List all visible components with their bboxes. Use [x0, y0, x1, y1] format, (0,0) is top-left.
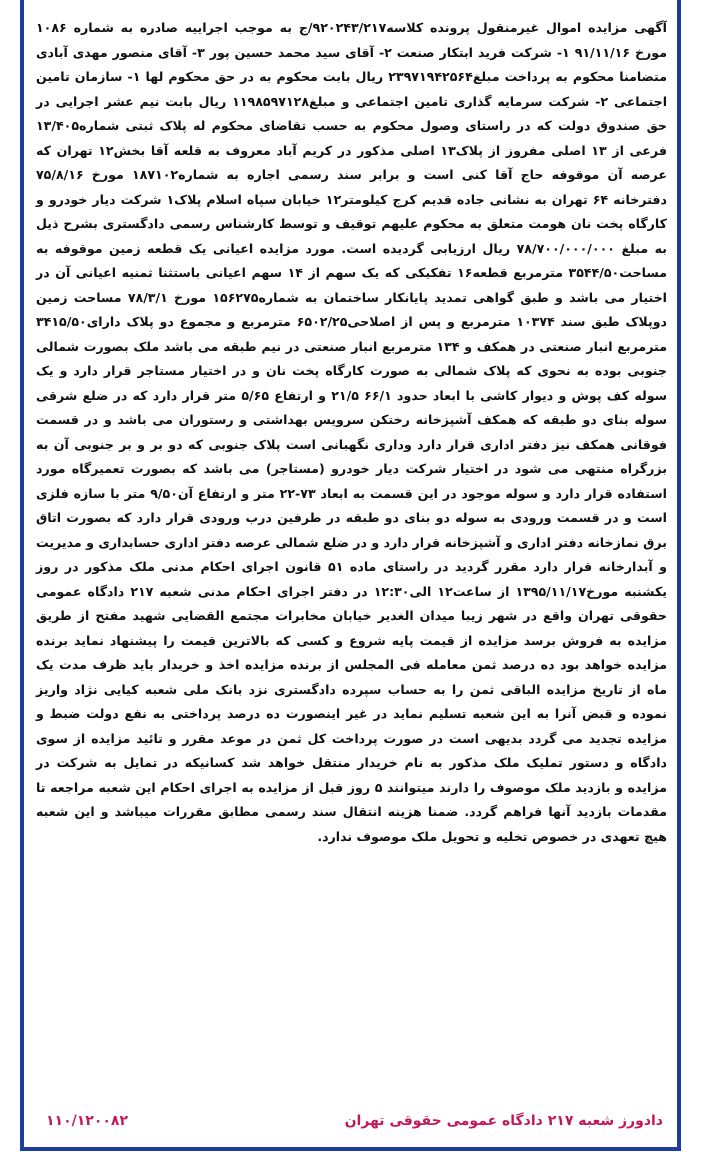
notice-footer [36, 1108, 667, 1134]
issuer-signature: دادورز شعبه ۲۱۷ دادگاه عمومی حقوقی تهران [344, 1113, 663, 1129]
notice-code: ۱۱۰/۱۲۰۰۸۲ [46, 1113, 129, 1129]
notice-body-text: آگهی مزایده اموال غیرمنقول پرونده کلاسه۹۲۰۲۴۳/۲۱۷/ج به موجب اجراییه صادره به شماره ۱۰۸۶ مورخ ۹۱/۱۱/۱۶ ۱- شرکت فرید ابتکار صنعت ۲- آقای سید محمد حسین پور ۳- آقای منصور مهدی آبادی متضامنا محکوم به پرداخت مبلغ۲۳۹۷۱۹۴۲۵۶۴ ریال بابت محکوم به در حق محکوم لها ۱- سازمان تامین اجتماعی ۲- شرکت سرمایه گذاری تامین اجتماعی و مبلغ۱۱۹۸۵۹۷۱۲۸ ریال بابت نیم عشر اجرایی در حق صندوق دولت که در راستای وصول محکوم به حسب تقاضای محکوم له پلاک ثبتی شماره۱۳/۴۰۵ فرعی از ۱۳ اصلی مفروز از پلاک۱۳ اصلی مذکور در کریم آباد معروف به قلعه آقا بخش۱۲ تهران که عرصه آن موقوفه حاج آقا کنی است و برابر سند رسمی اجاره به شماره۱۸۷۱۰۲ مورخ ۷۵/۸/۱۶ دفترخانه ۶۴ تهران به نشانی جاده قدیم کرج کیلومتر۱۲ خیابان سپاه اسلام پلاک۱ شرکت دیار خودرو و کارگاه پخت نان هومت متعلق به محکوم علیهم توقیف و توسط کارشناس رسمی دادگستری بشرح ذیل به مبلغ ۷۸/۷۰۰/۰۰۰/۰۰۰ ریال ارزیابی گردیده است. مورد مزایده اعیانی یک قطعه زمین موقوفه به مساحت۳۵۴۴/۵۰ مترمربع قطعه۱۶ تفکیکی که یک سهم از ۱۴ سهم اعیانی باستثنا ثمنیه اعیانی آن در اختیار می باشد و طبق گواهی تمدید پایانکار ساختمان به شماره۱۵۶۲۷۵ مورخ ۷۸/۳/۱ مساحت زمین دوپلاک طبق سند ۱۰۳۷۴ مترمربع و پس از اصلاحی۶۵۰۲/۲۵ مترمربع و مجموع دو پلاک دارای۳۴۱۵/۵۰ مترمربع انبار صنعتی در همکف و ۱۳۴ مترمربع انبار صنعتی در نیم طبقه می باشد ملک بصورت شمالی جنوبی بوده به نحوی که پلاک شمالی به صورت کارگاه پخت نان و در اختیار مستاجر قرار دارد و یک سوله کف پوش و دیوار کاشی با ابعاد حدود ۶۶/۱ ۲۱/۵ و ارتفاع ۵/۶۵ متر قرار دارد که در ضلع شرقی سوله بنای دو طبقه که همکف آشپزخانه رختکن سرویس بهداشتی و رستوران می باشد و در قسمت فوقانی همکف نیز دفتر اداری قرار دارد وداری نگهبانی است پلاک جنوبی که دو بر و بر جنوبی آن به بزرگراه منتهی می شود در اختیار شرکت دیار خودرو (مستاجر) می باشد که بصورت تعمیرگاه مورد استفاده قرار دارد و سوله موجود در این قسمت به ابعاد ۷۳-۲۲ متر و ارتفاع آن۹/۵۰ متر با سازه فلزی است و در قسمت ورودی به سوله دو بنای دو طبقه در طرفین درب ورودی قرار دارد که بصورت اتاق برق نمازخانه دفتر اداری و آشپزخانه قرار دارد و در ضلع شمالی عرصه دفتر اداری حسابداری و مدیریت و آبدارخانه قرار دارد مقرر گردید در راستای ماده ۵۱ قانون اجرای احکام مدنی ملک مذکور در روز یکشنبه مورخ۱۳۹۵/۱۱/۱۷ از ساعت۱۲ الی۱۲:۳۰ در دفتر اجرای احکام مدنی شعبه ۲۱۷ دادگاه عمومی حقوقی تهران واقع در شهر زیبا میدان الغدیر خیابان مخابرات مجتمع القضایی شهید مفتح از طریق مزایده به فروش برسد مزایده از قیمت پایه شروع و کسی که بالاترین قیمت را پیشنهاد نماید برنده مزایده خواهد بود ده درصد ثمن معامله فی المجلس از برنده مزایده اخذ و خریدار باید ظرف مدت یک ماه از تاریخ مزایده الباقی ثمن را به حساب سپرده دادگستری نزد بانک ملی شعبه کیایی نژاد واریز نموده و قبض آنرا به این شعبه تسلیم نماید در غیر اینصورت ده درصد پرداختی به نفع دولت ضبط و مزایده تجدید می گردد بدیهی است در صورت پرداخت کل ثمن در موعد مقرر و تائید مزایده از سوی دادگاه و دستور تملیک ملک مذکور به نام خریدار منتقل خواهد شد کسانیکه در تمایل به شرکت در مزایده و بازدید ملک موصوف را دارند میتوانند ۵ روز قبل از مزایده به اجرای احکام این شعبه مراجعه تا مقدمات بازدید آنها فراهم گردد. ضمنا هزینه انتقال سند رسمی مطابق مقررات میباشد و این شعبه هیچ تعهدی در خصوص تخلیه و تحویل ملک موصوف ندارد. [36, 20, 668, 844]
page-margin [681, 0, 703, 1165]
